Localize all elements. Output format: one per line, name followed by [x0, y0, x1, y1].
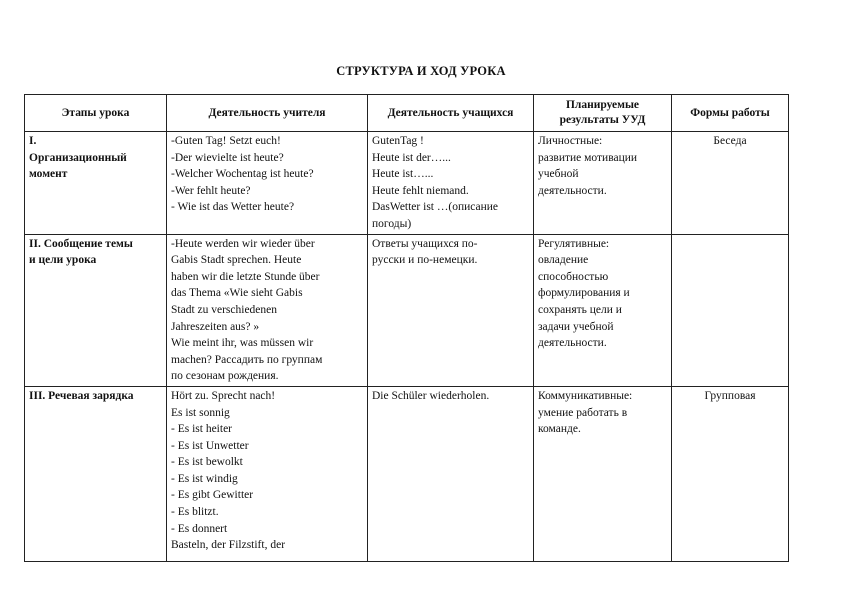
- header-teacher-activity: Деятельность учителя: [167, 95, 368, 132]
- teacher-line: machen? Рассадить по группам: [171, 353, 323, 366]
- work-form-cell: Групповая: [672, 386, 789, 561]
- teacher-line: -Welcher Wochentag ist heute?: [171, 168, 314, 181]
- stage-line: III. Речевая зарядка: [29, 389, 134, 402]
- results-line: деятельности.: [538, 184, 607, 197]
- teacher-line: - Es donnert: [171, 522, 228, 535]
- teacher-line: -Guten Tag! Setzt euch!: [171, 135, 281, 147]
- teacher-line: - Es gibt Gewitter: [171, 489, 254, 502]
- stage-line: II. Сообщение темы: [29, 237, 133, 250]
- teacher-line: - Es ist heiter: [171, 423, 232, 436]
- results-line: умение работать в: [538, 406, 628, 419]
- results-line: способностью: [538, 270, 609, 283]
- stage-line: и цели урока: [29, 254, 97, 267]
- teacher-line: Stadt zu verschiedenen: [171, 303, 278, 316]
- table-header-row: [25, 95, 789, 132]
- header-planned-results: Планируемые результаты УУД: [534, 95, 672, 132]
- table-row: [25, 132, 789, 235]
- teacher-line: Jahreszeiten aus? »: [171, 320, 260, 333]
- planned-results-cell: [534, 234, 672, 386]
- header-stages: Этапы урока: [25, 95, 167, 132]
- table-row: [25, 386, 789, 561]
- students-activity-cell: [368, 234, 534, 386]
- planned-results-cell: [534, 386, 672, 561]
- results-line: Коммуникативные:: [538, 389, 633, 402]
- teacher-line: Basteln, der Filzstift, der: [171, 539, 286, 552]
- results-line: Регулятивные:: [538, 237, 610, 250]
- students-activity-cell: [368, 132, 534, 235]
- teacher-line: Wie meint ihr, was müssen wir: [171, 337, 314, 350]
- stage-cell: [25, 132, 167, 235]
- stage-cell: [25, 234, 167, 386]
- students-activity-cell: [368, 386, 534, 561]
- students-line: Heute ist der…...: [372, 151, 451, 164]
- stage-line: момент: [29, 168, 68, 181]
- teacher-line: - Es blitzt.: [171, 506, 219, 519]
- students-line: погоды): [372, 217, 412, 230]
- planned-results-cell: [534, 132, 672, 235]
- teacher-line: - Es ist windig: [171, 472, 238, 485]
- students-line: русски и по-немецки.: [372, 254, 478, 267]
- students-line: GutenTag !: [372, 135, 424, 147]
- students-line: Ответы учащихся по-: [372, 237, 478, 250]
- teacher-line: Hört zu. Sprecht nach!: [171, 389, 276, 402]
- results-line: формулирования и: [538, 287, 630, 300]
- page-title: СТРУКТУРА И ХОД УРОКА: [336, 64, 506, 78]
- lesson-structure-table: [24, 94, 789, 562]
- teacher-line: - Es ist bewolkt: [171, 456, 243, 469]
- results-line: команде.: [538, 423, 581, 436]
- results-line: развитие мотивации: [538, 151, 638, 164]
- teacher-line: по сезонам рождения.: [171, 370, 279, 383]
- teacher-activity-cell: [167, 234, 368, 386]
- results-line: деятельности.: [538, 337, 607, 350]
- teacher-line: das Thema «Wie sieht Gabis: [171, 287, 303, 300]
- results-line: задачи учебной: [538, 320, 614, 333]
- work-form-cell: Беседа: [672, 132, 789, 235]
- teacher-line: Gabis Stadt sprechen. Heute: [171, 254, 302, 267]
- table-row: [25, 234, 789, 386]
- stage-line: I.: [29, 135, 37, 147]
- teacher-line: Es ist sonnig: [171, 406, 230, 419]
- stage-cell: [25, 386, 167, 561]
- teacher-line: -Der wievielte ist heute?: [171, 151, 284, 164]
- teacher-line: -Wer fehlt heute?: [171, 184, 251, 197]
- stage-line: Организационный: [29, 151, 127, 164]
- students-line: DasWetter ist …(описание: [372, 201, 499, 214]
- header-work-forms: Формы работы: [672, 95, 789, 132]
- teacher-activity-cell: [167, 132, 368, 235]
- teacher-line: -Heute werden wir wieder über: [171, 237, 315, 250]
- work-form-cell: [672, 234, 789, 386]
- students-line: Die Schüler wiederholen.: [372, 389, 490, 402]
- teacher-line: - Es ist Unwetter: [171, 439, 249, 452]
- results-line: Личностные:: [538, 135, 603, 147]
- teacher-line: haben wir die letzte Stunde über: [171, 270, 320, 283]
- teacher-activity-cell: [167, 386, 368, 561]
- students-line: Heute ist…...: [372, 168, 434, 181]
- results-line: сохранять цели и: [538, 303, 622, 316]
- students-line: Heute fehlt niemand.: [372, 184, 469, 197]
- results-line: учебной: [538, 168, 579, 181]
- teacher-line: - Wie ist das Wetter heute?: [171, 201, 295, 214]
- results-line: овладение: [538, 254, 589, 267]
- header-students-activity: Деятельность учащихся: [368, 95, 534, 132]
